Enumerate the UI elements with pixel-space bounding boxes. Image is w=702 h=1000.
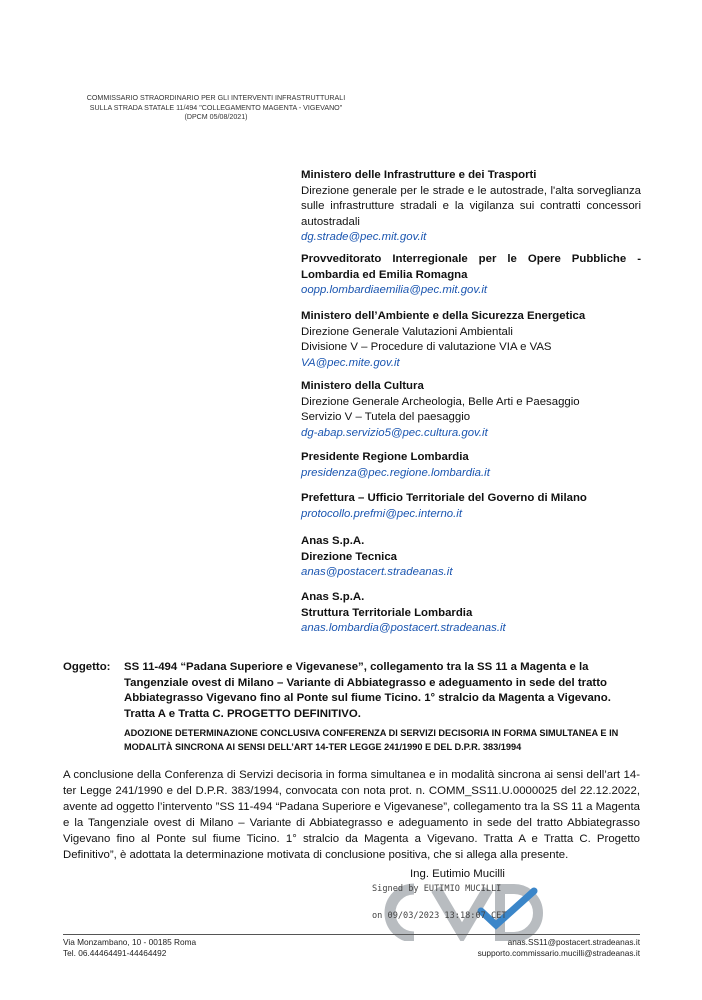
recipient-name: Anas S.p.A. xyxy=(301,535,365,547)
recipient-email[interactable]: anas@postacert.stradeanas.it xyxy=(301,566,453,579)
recipient-mit xyxy=(301,168,641,246)
letterhead-line-1: COMMISSARIO STRAORDINARIO PER GLI INTERVENTI INFRASTRUTTURALI xyxy=(86,94,346,102)
recipient-detail: Direzione generale per le strade e le autostrade, l'alta sorveglianza sulle infrastrutture stradali e la vigilanza sui contratti concessori autostradali xyxy=(301,184,641,228)
subject-label: Oggetto: xyxy=(63,661,111,673)
letterhead-line-2: SULLA STRADA STATALE 11/494 "COLLEGAMENTO MAGENTA - VIGEVANO" xyxy=(89,103,343,112)
recipient-regione xyxy=(301,450,641,481)
body-paragraph: A conclusione della Conferenza di Servizi decisoria in forma simultanea e in modalità sincrona ai sensi dell’art 14-ter Legge 241/1990 e del D.P.R. 383/1994, convocata con nota prot. n. COMM_SS11.U.0000025 del 22.12.2022, avente ad oggetto l’intervento ”SS 11-494 “Padana Superiore e Vigevanese”, collegamento tra la SS 11 a Magenta e la Tangenziale ovest di Milano – Variante di Abbiategrasso e adeguamento in sede del tratto Abbiategrasso Vigevano fino al Ponte sul fiume Ticino. 1° stralcio da Magenta a Vigevano. Tratta A e Tratta C. Progetto Definitivo”, è adottata la determinazione motivata di conclusione positiva, che si allega alla presente. xyxy=(63,769,640,861)
recipient-cultura xyxy=(301,379,641,441)
subject-block xyxy=(63,660,643,755)
recipient-email[interactable]: presidenza@pec.regione.lombardia.it xyxy=(301,466,490,479)
subject-subtitle: ADOZIONE DETERMINAZIONE CONCLUSIVA CONFERENZA DI SERVIZI DECISORIA IN FORMA SIMULTANEA E IN MODALITÀ SINCRONA AI SENSI DELL’ART 14-TER LEGGE 241/1990 E DEL D.P.R. 383/1994 xyxy=(124,728,619,752)
recipient-prefettura xyxy=(301,491,641,522)
recipient-name: Presidente Regione Lombardia xyxy=(301,451,469,463)
recipient-anas-tecnica xyxy=(301,534,641,581)
recipient-line: Direzione Generale Valutazioni Ambientali xyxy=(301,325,513,338)
recipient-name: Ministero dell’Ambiente e della Sicurezza Energetica xyxy=(301,310,586,322)
recipient-name: Provveditorato Interregionale per le Opere Pubbliche - Lombardia ed Emilia Romagna xyxy=(301,253,641,281)
recipient-department: Struttura Territoriale Lombardia xyxy=(301,606,473,619)
footer-divider xyxy=(63,934,640,935)
footer-phone: Tel. 06.44464491-44464492 xyxy=(63,948,167,958)
recipient-provveditorato xyxy=(301,252,641,299)
recipient-name: Anas S.p.A. xyxy=(301,591,365,603)
recipient-line: Direzione Generale Archeologia, Belle Arti e Paesaggio xyxy=(301,395,580,408)
recipient-name: Ministero della Cultura xyxy=(301,380,424,392)
letterhead-line-3: (DPCM 05/08/2021) xyxy=(184,113,248,122)
recipient-name: Prefettura – Ufficio Territoriale del Governo di Milano xyxy=(301,492,587,504)
recipient-department: Direzione Tecnica xyxy=(301,550,398,563)
subject-text: SS 11-494 “Padana Superiore e Vigevanese”, collegamento tra la SS 11 a Magenta e la Tangenziale ovest di Milano – Variante di Abbiategrasso e adeguamento in sede del tratto Abbiategrasso Vigevano fino al Ponte sul fiume Ticino. 1° stralcio da Magenta a Vigevano. Tratta A e Tratta C. PROGETTO DEFINITIVO. xyxy=(124,661,611,720)
recipient-line: Divisione V – Procedure di valutazione VIA e VAS xyxy=(301,341,552,354)
footer-left xyxy=(63,937,196,959)
signer-name: Ing. Eutimio Mucilli xyxy=(410,868,505,880)
footer-address: Via Monzambano, 10 - 00185 Roma xyxy=(63,937,197,947)
recipient-email[interactable]: VA@pec.mite.gov.it xyxy=(301,356,400,369)
signed-by-text: Signed by EUTIMIO MUCILLI xyxy=(372,884,502,894)
recipient-email[interactable]: dg.strade@pec.mit.gov.it xyxy=(301,231,427,244)
recipient-email[interactable]: protocollo.prefmi@pec.interno.it xyxy=(301,507,462,520)
recipient-email[interactable]: oopp.lombardiaemilia@pec.mit.gov.it xyxy=(301,284,488,297)
recipient-email[interactable]: anas.lombardia@postacert.stradeanas.it xyxy=(301,622,506,635)
footer-support-email[interactable]: supporto.commissario.mucilli@stradeanas.it xyxy=(477,948,640,958)
recipient-line: Servizio V – Tutela del paesaggio xyxy=(301,411,471,424)
footer-right xyxy=(478,937,640,959)
recipient-ambiente xyxy=(301,309,641,371)
recipient-anas-lombardia xyxy=(301,590,641,637)
recipient-name: Ministero delle Infrastrutture e dei Trasporti xyxy=(301,169,537,181)
letterhead xyxy=(66,94,366,123)
signature-date: on 09/03/2023 13:18:07 CET xyxy=(372,911,507,921)
footer-pec-email[interactable]: anas.SS11@postacert.stradeanas.it xyxy=(507,937,640,947)
recipient-email[interactable]: dg-abap.servizio5@pec.cultura.gov.it xyxy=(301,426,488,439)
